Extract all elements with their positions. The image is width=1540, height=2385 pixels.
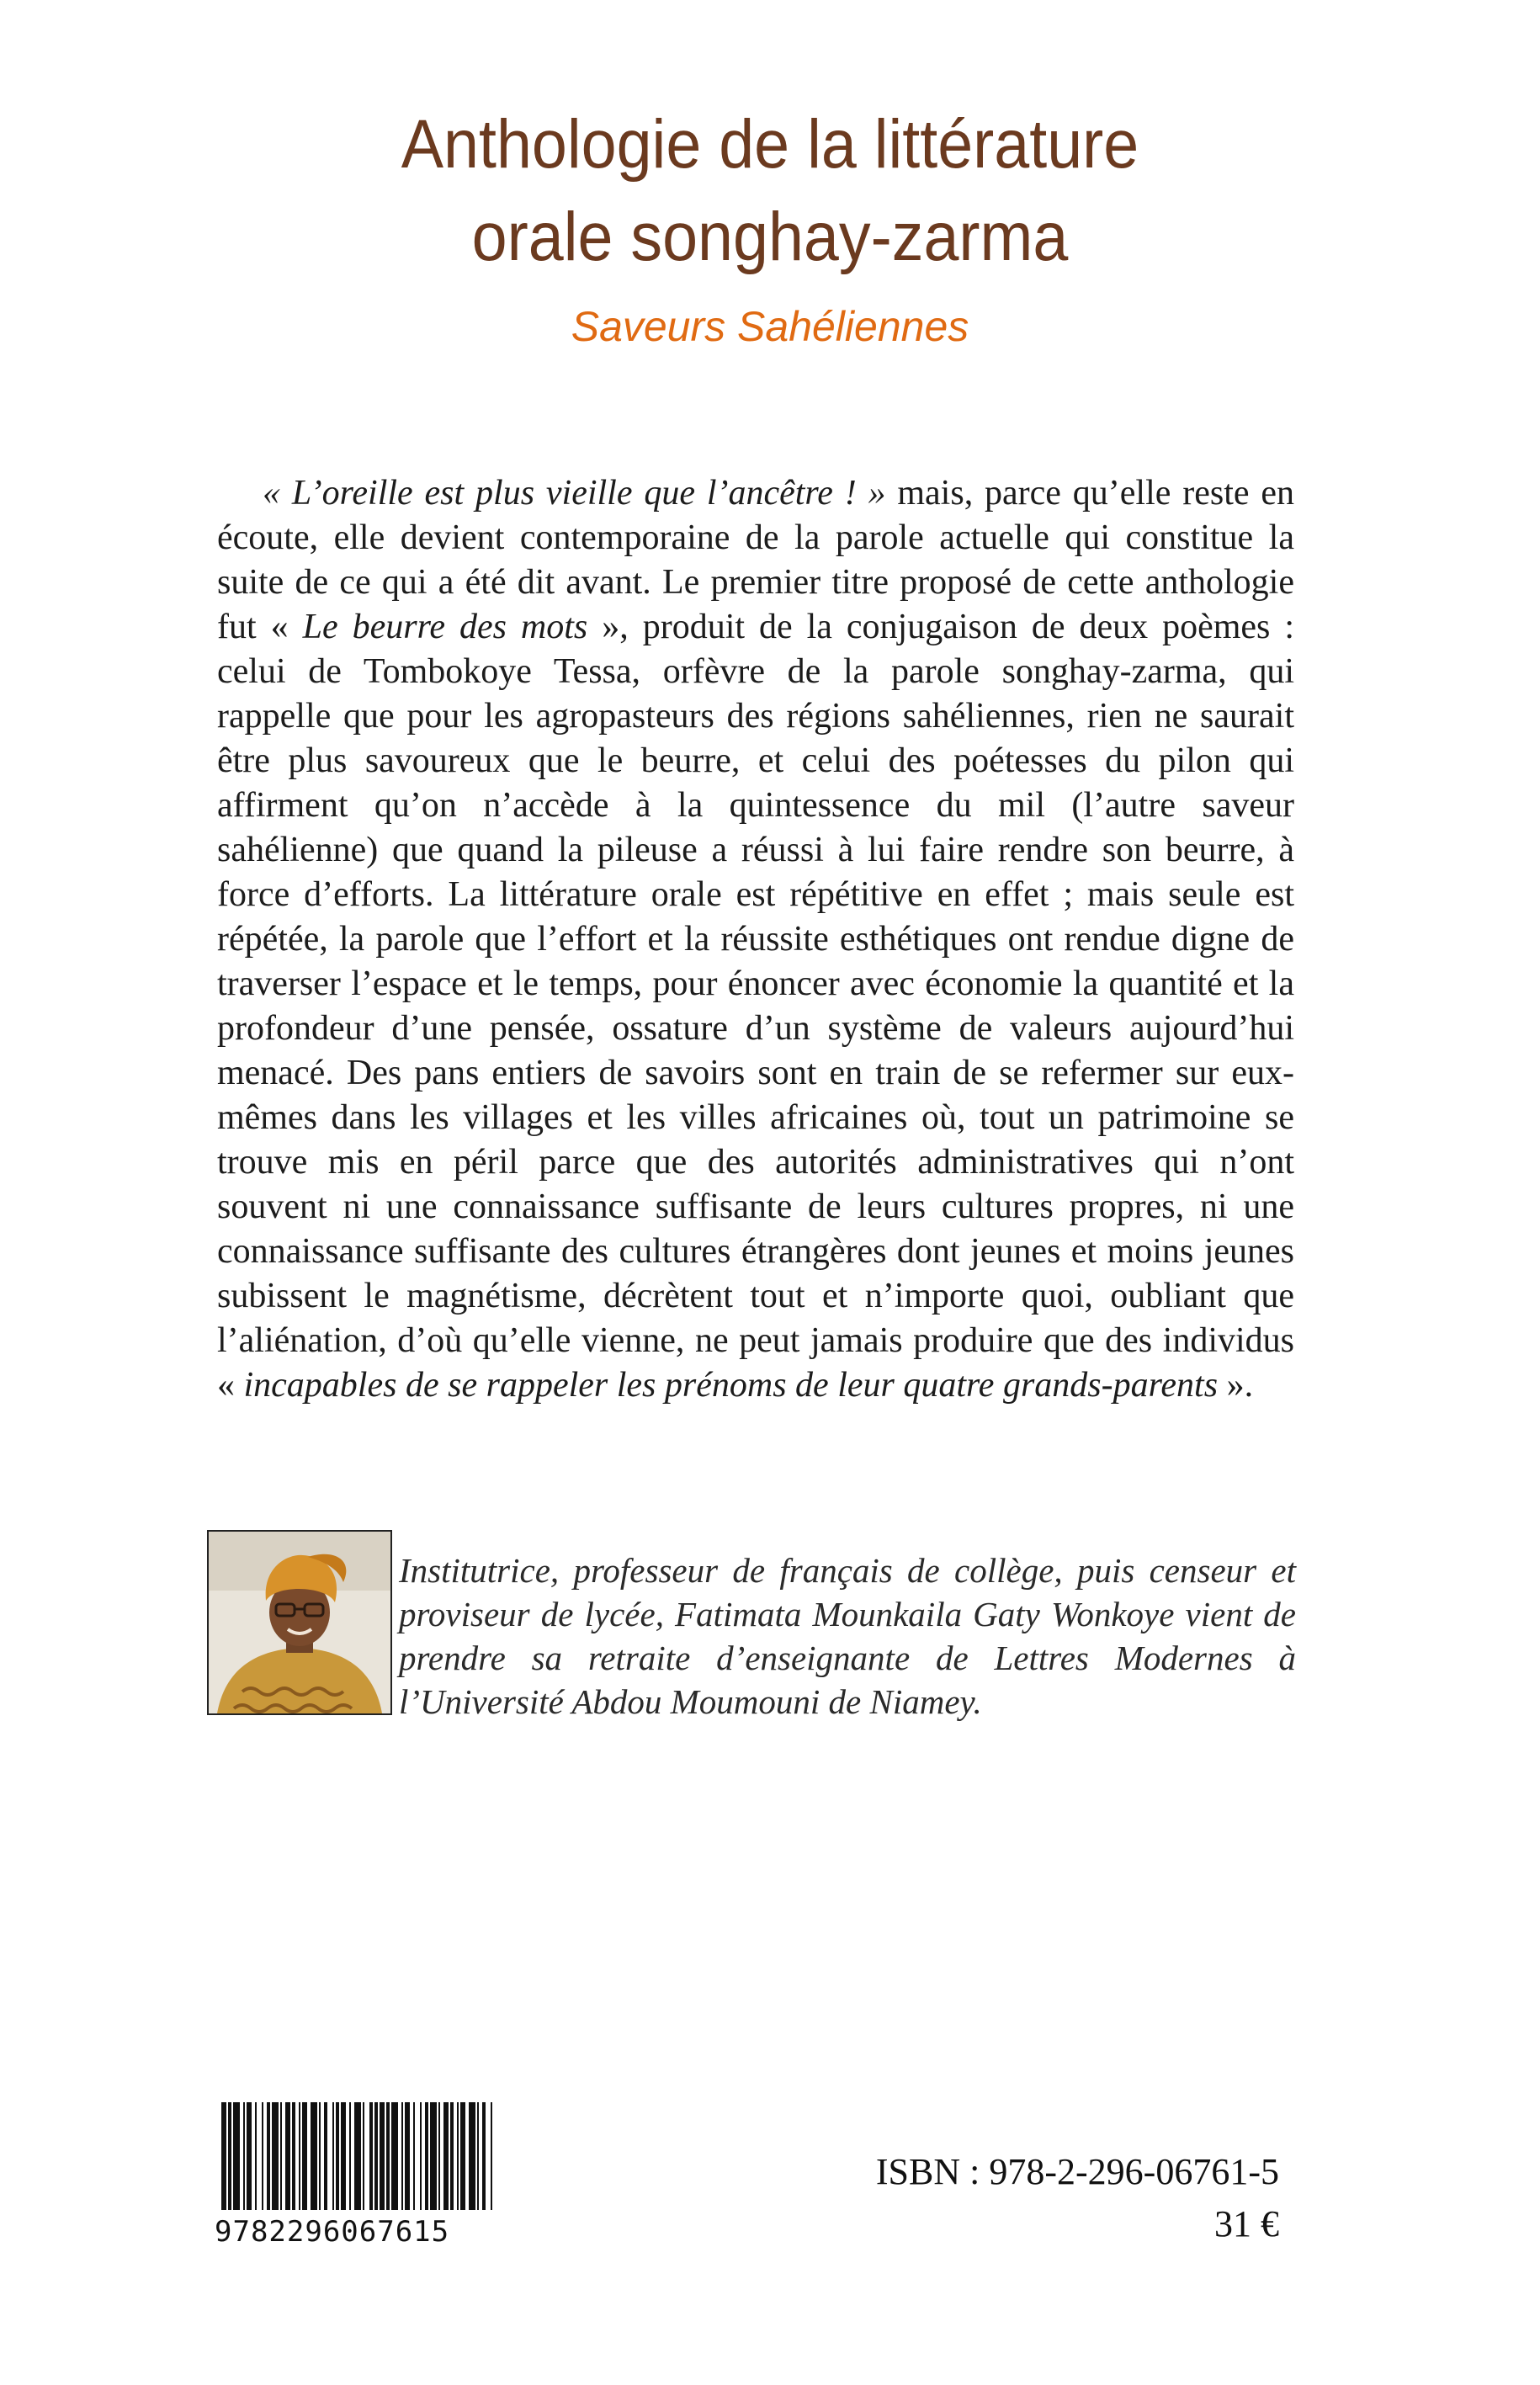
author-bio: Institutrice, professeur de français de collège, puis censeur et proviseur de lycée, Fatimata Mounkaila Gaty Wonkoye vient de prendre sa retraite d’enseignante de Lettres Modernes à l’Université Abdou Moumouni de Niamey. [399, 1551, 1296, 1721]
book-title-line-1: Anthologie de la littérature [401, 106, 1139, 183]
isbn: ISBN : 978-2-296-06761-5 [875, 2151, 1279, 2192]
blurb-text-1: mais, parce qu’elle reste en écoute, elle devient contemporaine de la parole actuelle qui constitue la suite de ce qui a été dit avant. Le premier titre proposé de cette anthologie fut « [217, 474, 1294, 646]
barcode-icon [215, 2102, 501, 2212]
author-photo [207, 1530, 392, 1715]
closing-quote: incapables de se rappeler les prénoms de leur quatre grands-parents [243, 1366, 1219, 1405]
author-portrait-icon [209, 1532, 390, 1713]
opening-quote: « L’oreille est plus vieille que l’ancêtre ! » [263, 474, 886, 513]
blurb-text-3: ». [1218, 1366, 1254, 1405]
barcode-digits: 9782296067615 [215, 2215, 450, 2249]
blurb-paragraph [217, 471, 1294, 1408]
book-title-line-2: orale songhay-zarma [471, 199, 1069, 275]
book-subtitle: Saveurs Sahéliennes [571, 303, 969, 350]
title-reference: Le beurre des mots [302, 608, 588, 646]
price: 31 € [1214, 2203, 1279, 2244]
blurb-text-2: », produit de la conjugaison de deux poèmes : celui de Tombokoye Tessa, orfèvre de la parole songhay-zarma, qui rappelle que pour les agropasteurs des régions sahéliennes, rien ne saurait être plus savoureux que le beurre, et celui des poétesses du pilon qui affirment qu’on n’accède à la quintessence du mil (l’autre saveur sahélienne) que quand la pileuse a réussi à lui faire rendre son beurre, à force d’efforts. La littérature orale est répétitive en effet ; mais seule est répétée, la parole que l’effort et la réussite esthétiques ont rendue digne de traverser l’espace et le temps, pour énoncer avec économie la quantité et la profondeur d’une pensée, ossature d’un système de valeurs aujourd’hui menacé. Des pans entiers de savoirs sont en train de se refermer sur eux-mêmes dans les villages et les villes africaines où, tout un patrimoine se trouve mis en péril parce que des autorités administratives qui n’ont souvent ni une connaissance suffisante de leurs cultures propres, ni une connaissance suffisante des cultures étrangères dont jeunes et moins jeunes subissent le magnétisme, décrètent tout et n’importe quoi, oubliant que l’aliénation, d’où qu’elle vienne, ne peut jamais produire que des individus « [217, 608, 1295, 1405]
